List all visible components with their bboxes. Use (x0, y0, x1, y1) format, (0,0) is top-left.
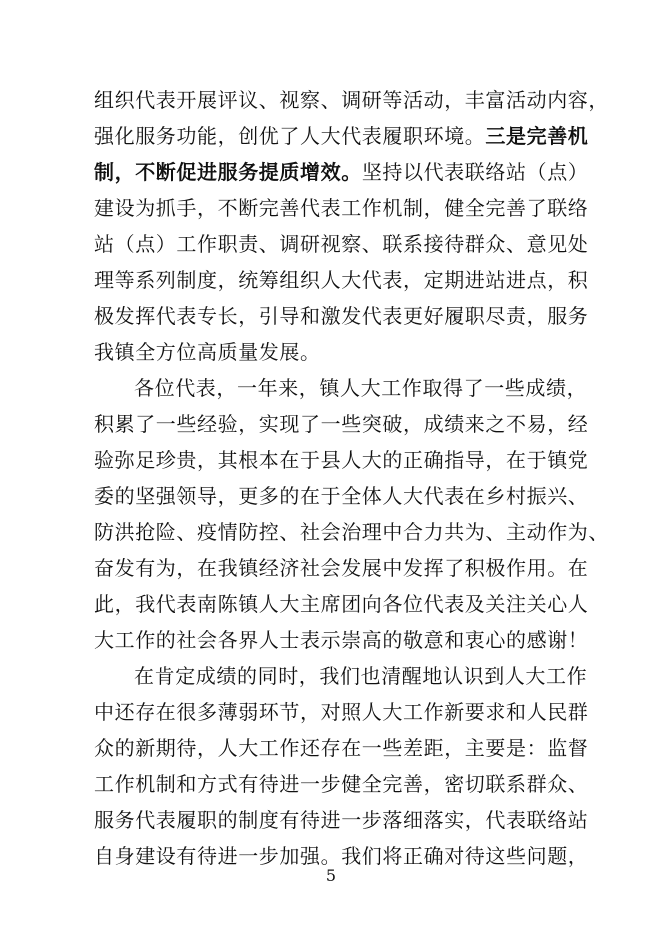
text-line-4 (94, 194, 589, 222)
bold-text-segment: 制，不断促进服务提质增效。 (94, 160, 362, 184)
text-line-18 (94, 698, 589, 726)
text-segment: 大工作的社会各界人士表示崇高的敬意和衷心的感谢！ (94, 628, 589, 652)
text-line-11 (94, 446, 589, 474)
page-number: 5 (325, 866, 337, 885)
bold-text-segment: 三是完善机 (485, 124, 589, 148)
text-segment: 积累了一些经验，实现了一些突破，成绩来之不易，经 (94, 412, 589, 436)
text-line-16 (94, 626, 589, 654)
text-line-10 (94, 410, 589, 438)
text-segment: 在肯定成绩的同时，我们也清醒地认识到人大工作 (134, 664, 588, 688)
text-line-6 (94, 266, 589, 294)
text-segment: 极发挥代表专长，引导和激发代表更好履职尽责，服务 (94, 304, 589, 328)
text-line-7 (94, 302, 589, 330)
text-line-20 (94, 770, 589, 798)
text-segment: 组织代表开展评议、视察、调研等活动，丰富活动内容， (94, 88, 609, 112)
text-line-3 (94, 158, 589, 186)
text-segment: 坚持以代表联络站（点） (361, 160, 589, 184)
text-segment: 我镇全方位高质量发展。 (94, 340, 321, 364)
text-segment: 站（点）工作职责、调研视察、联系接待群众、意见处 (94, 232, 589, 256)
text-line-19 (94, 734, 589, 762)
text-segment: 中还存在很多薄弱环节，对照人大工作新要求和人民群 (94, 700, 589, 724)
text-line-12 (94, 482, 589, 510)
text-segment: 自身建设有待进一步加强。我们将正确对待这些问题， (94, 844, 589, 868)
text-segment: 服务代表履职的制度有待进一步落细落实，代表联络站 (94, 808, 589, 832)
text-segment: 工作机制和方式有待进一步健全完善，密切联系群众、 (94, 772, 589, 796)
text-segment: 建设为抓手，不断完善代表工作机制，健全完善了联络 (94, 196, 589, 220)
text-segment: 各位代表，一年来，镇人大工作取得了一些成绩， (134, 376, 588, 400)
text-segment: 理等系列制度，统筹组织人大代表，定期进站进点，积 (94, 268, 589, 292)
text-line-8 (94, 338, 568, 366)
text-segment: 此，我代表南陈镇人大主席团向各位代表及关注关心人 (94, 592, 589, 616)
text-line-15 (94, 590, 589, 618)
text-line-5 (94, 230, 589, 258)
text-segment: 委的坚强领导，更多的在于全体人大代表在乡村振兴、 (94, 484, 589, 508)
text-segment: 防洪抢险、疫情防控、社会治理中合力共为、主动作为、 (94, 520, 609, 544)
text-line-2 (94, 122, 589, 150)
text-line-13 (94, 518, 609, 546)
text-segment: 验弥足珍贵，其根本在于县人大的正确指导，在于镇党 (94, 448, 589, 472)
text-line-17 (134, 662, 588, 690)
text-segment: 奋发有为，在我镇经济社会发展中发挥了积极作用。在 (94, 556, 589, 580)
text-segment: 强化服务功能，创优了人大代表履职环境。 (94, 124, 486, 148)
text-segment: 众的新期待，人大工作还存在一些差距，主要是：监督 (94, 736, 589, 760)
text-line-21 (94, 806, 589, 834)
text-line-9 (134, 374, 588, 402)
text-line-14 (94, 554, 589, 582)
text-line-1 (94, 86, 609, 114)
